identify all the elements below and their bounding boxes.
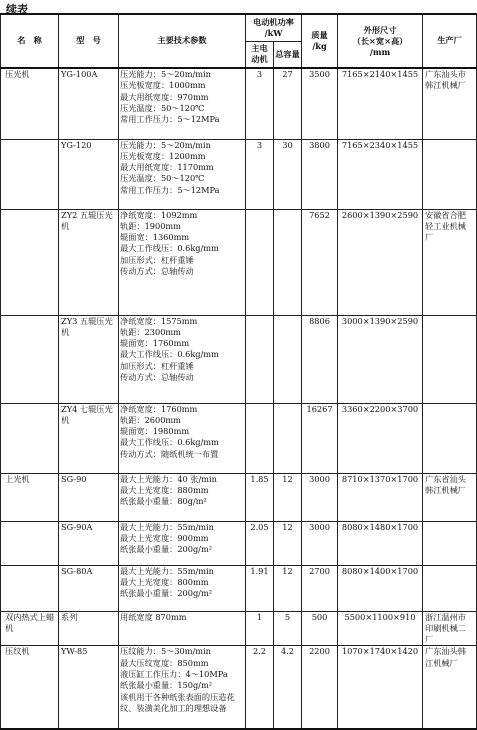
table-row: [1, 646, 477, 729]
cell-equipment-name: [1, 403, 59, 473]
table-row: [1, 403, 477, 473]
parameter-line: 辊面宽：1360mm: [120, 232, 190, 243]
cell-model: SG-80A: [59, 565, 119, 611]
cell-equipment-name: 上光机: [1, 473, 59, 521]
header-dims: 外形尺寸 （长×宽×高） /mm: [338, 14, 423, 68]
header-params: 主要技术参数: [119, 14, 246, 68]
header-name: 名 称: [1, 14, 59, 68]
parameter-line: 最大上光宽度：880mm: [120, 484, 209, 495]
cell-dimensions: 1070×1740×1420: [338, 646, 423, 729]
parameter-line: 最大上光能力：55m/min: [120, 565, 214, 576]
parameter-line: 净纸宽度：1575mm: [120, 315, 198, 326]
parameter-line: 最大上光能力：40 张/min: [120, 473, 217, 484]
header-mass: 质量 /kg: [302, 14, 338, 68]
cell-dimensions: 3360×2200×3700: [338, 403, 423, 473]
cell-model: ZY2 五辊压光机: [59, 209, 119, 315]
parameter-line: 最大工作线压：0.6kg/mm: [120, 437, 219, 448]
header-total-power: 总容量: [274, 41, 302, 68]
table-row: [1, 565, 477, 611]
parameter-line: 压光温度：50～120℃: [120, 173, 205, 184]
table-row: [1, 68, 477, 139]
parameter-line: 该机用于各种纸张表面的压造花纹、装潢美化加工的理想设备: [120, 691, 235, 713]
parameter-line: 常用工作压力：5～12MPa: [120, 114, 220, 125]
cell-mass: 2200: [302, 646, 338, 729]
table-row: [1, 315, 477, 403]
cell-total-power: [274, 315, 302, 403]
parameter-line: 加压形式：杠杆重锤: [120, 360, 194, 371]
cell-equipment-name: [1, 209, 59, 315]
cell-parameters: [119, 521, 246, 565]
cell-manufacturer: 广东省汕头韩江机械厂: [423, 473, 477, 521]
parameter-line: 加压形式：杠杆重锤: [120, 254, 194, 265]
cell-total-power: 30: [274, 139, 302, 209]
cell-main-motor-power: 3: [246, 68, 274, 139]
cell-total-power: [274, 403, 302, 473]
cell-manufacturer: 安徽省合肥轻工业机械厂: [423, 209, 477, 315]
cell-main-motor-power: [246, 315, 274, 403]
cell-manufacturer: [423, 315, 477, 403]
parameter-line: 压光温度：50～120℃: [120, 102, 205, 113]
cell-total-power: 4.2: [274, 646, 302, 729]
cell-equipment-name: 压光机: [1, 68, 59, 139]
cell-total-power: 12: [274, 473, 302, 521]
cell-manufacturer: 广东汕头市韩江机械厂: [423, 68, 477, 139]
parameter-line: 最大用纸宽度：970mm: [120, 91, 209, 102]
table-row: [1, 521, 477, 565]
parameter-line: 最大上光宽度：800mm: [120, 576, 209, 587]
cell-equipment-name: [1, 315, 59, 403]
cell-manufacturer: 浙江温州市印刷机械二厂: [423, 611, 477, 646]
parameter-line: 净纸宽度：1092mm: [120, 209, 198, 220]
parameter-line: 传动方式：总轴传动: [120, 371, 194, 382]
cell-parameters: [119, 403, 246, 473]
cell-mass: 3000: [302, 473, 338, 521]
parameter-line: 最大上光能力：55m/min: [120, 521, 214, 532]
cell-parameters: [119, 646, 246, 729]
cell-mass: 2700: [302, 565, 338, 611]
cell-main-motor-power: 2.05: [246, 521, 274, 565]
cell-total-power: 12: [274, 521, 302, 565]
parameter-line: 轨距：1900mm: [120, 220, 181, 231]
cell-equipment-name: 压纹机: [1, 646, 59, 729]
table-row: [1, 473, 477, 521]
parameter-line: 压光板宽度：1000mm: [120, 80, 206, 91]
cell-main-motor-power: 1.85: [246, 473, 274, 521]
cell-dimensions: 2600×1390×2590: [338, 209, 423, 315]
equipment-table: [0, 13, 477, 730]
cell-parameters: [119, 209, 246, 315]
cell-main-motor-power: 1.91: [246, 565, 274, 611]
cell-mass: 8806: [302, 315, 338, 403]
parameter-line: 常用工作压力：5～12MPa: [120, 184, 220, 195]
parameter-line: 压纹能力：5～30m/min: [120, 646, 211, 657]
cell-model: YG-120: [59, 139, 119, 209]
cell-manufacturer: [423, 139, 477, 209]
cell-parameters: [119, 68, 246, 139]
cell-dimensions: 8080×1480×1700: [338, 521, 423, 565]
cell-total-power: 12: [274, 565, 302, 611]
parameter-line: 轨距：2600mm: [120, 414, 181, 425]
cell-dimensions: 5500×1100×910: [338, 611, 423, 646]
header-model: 型 号: [59, 14, 119, 68]
cell-mass: 3800: [302, 139, 338, 209]
cell-mass: 500: [302, 611, 338, 646]
cell-model: SG-90A: [59, 521, 119, 565]
cell-dimensions: 3000×1390×2590: [338, 315, 423, 403]
parameter-line: 压光能力：5～20m/min: [120, 139, 211, 150]
parameter-line: 传动方式：随纸机统一布置: [120, 448, 219, 459]
parameter-line: 传动方式：总轴传动: [120, 265, 194, 276]
cell-dimensions: 8080×1400×1700: [338, 565, 423, 611]
cell-total-power: 5: [274, 611, 302, 646]
cell-equipment-name: [1, 565, 59, 611]
cell-parameters: [119, 315, 246, 403]
cell-model: YW-85: [59, 646, 119, 729]
cell-equipment-name: [1, 139, 59, 209]
cell-dimensions: 7165×2140×1455: [338, 68, 423, 139]
cell-mass: 7652: [302, 209, 338, 315]
cell-mass: 3000: [302, 521, 338, 565]
parameter-line: 辊面宽：1980mm: [120, 426, 190, 437]
cell-parameters: [119, 565, 246, 611]
cell-manufacturer: [423, 565, 477, 611]
cell-equipment-name: [1, 521, 59, 565]
cell-mass: 16267: [302, 403, 338, 473]
table-body: [1, 68, 477, 729]
parameter-line: 纸张最小重量：80g/m²: [120, 496, 207, 507]
cell-model: YG-100A: [59, 68, 119, 139]
cell-main-motor-power: 2.2: [246, 646, 274, 729]
header-power-group: 电动机功率 /kW: [246, 14, 302, 41]
cell-dimensions: 8710×1370×1700: [338, 473, 423, 521]
parameter-line: 压光板宽度：1200mm: [120, 150, 206, 161]
parameter-line: 纸张最小重量：200g/m²: [120, 588, 212, 599]
cell-main-motor-power: 3: [246, 139, 274, 209]
cell-model: ZY3 五辊压光机: [59, 315, 119, 403]
cell-total-power: 27: [274, 68, 302, 139]
parameter-line: 最大用纸宽度：1170mm: [120, 162, 214, 173]
cell-model: ZY4 七辊压光机: [59, 403, 119, 473]
parameter-line: 最大工作线压：0.6kg/mm: [120, 243, 219, 254]
cell-manufacturer: [423, 403, 477, 473]
parameter-line: 最大压纹宽度：850mm: [120, 657, 209, 668]
header-maker: 生产厂: [423, 14, 477, 68]
parameter-line: 最大上光宽度：900mm: [120, 532, 209, 543]
cell-dimensions: 7165×2340×1455: [338, 139, 423, 209]
table-header: [1, 14, 477, 68]
cell-manufacturer: 广东汕头韩江机械厂: [423, 646, 477, 729]
table-row: [1, 611, 477, 646]
parameter-line: 纸张最小重量：150g/m²: [120, 680, 212, 691]
cell-manufacturer: [423, 521, 477, 565]
parameter-line: 用纸宽度 870mm: [120, 611, 187, 622]
cell-parameters: [119, 139, 246, 209]
cell-model: 系列: [59, 611, 119, 646]
cell-parameters: [119, 611, 246, 646]
parameter-line: 最大工作线压：0.6kg/mm: [120, 349, 219, 360]
table-row: [1, 209, 477, 315]
cell-main-motor-power: 1: [246, 611, 274, 646]
parameter-line: 轨距：2300mm: [120, 326, 181, 337]
header-main-motor: 主电 动机: [246, 41, 274, 68]
cell-model: SG-90: [59, 473, 119, 521]
parameter-line: 纸张最小重量：200g/m²: [120, 544, 212, 555]
cell-main-motor-power: [246, 209, 274, 315]
cell-mass: 3500: [302, 68, 338, 139]
parameter-line: 液压缸工作压力：4～10MPa: [120, 668, 228, 679]
continued-caption: 续表: [6, 3, 28, 16]
cell-main-motor-power: [246, 403, 274, 473]
cell-parameters: [119, 473, 246, 521]
parameter-line: 辊面宽：1760mm: [120, 338, 190, 349]
parameter-line: 压光能力：5～20m/min: [120, 69, 211, 79]
parameter-line: 净纸宽度：1760mm: [120, 403, 198, 414]
cell-total-power: [274, 209, 302, 315]
cell-equipment-name: 双内热式上蜡机: [1, 611, 59, 646]
table-row: [1, 139, 477, 209]
